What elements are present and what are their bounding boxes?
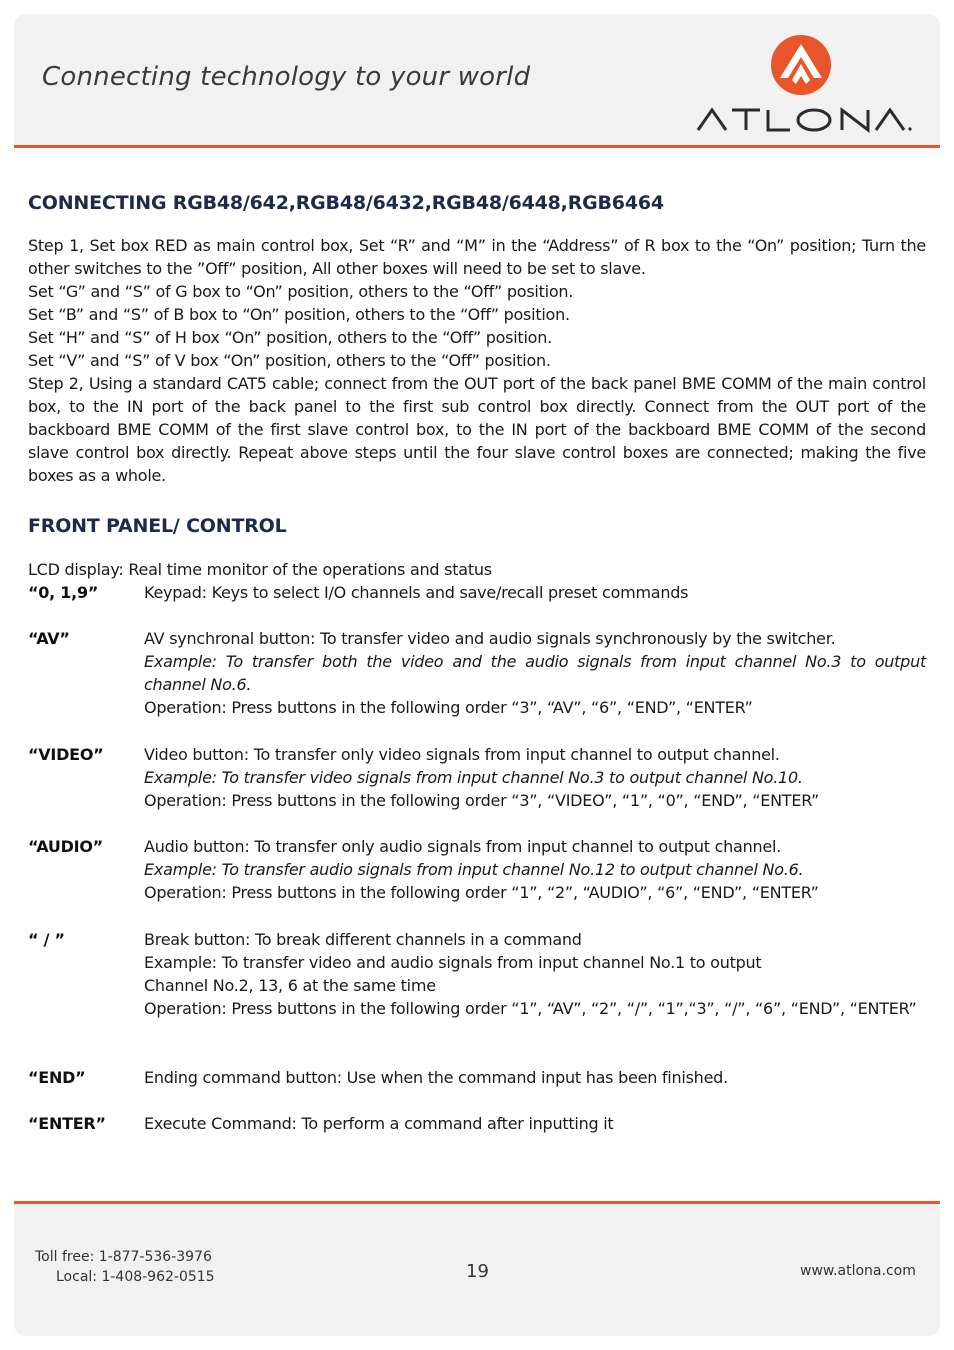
line-b-box: Set “B” and “S” of B box to “On” position, others to the “Off” position. [28,305,570,324]
control-key: “VIDEO” [28,745,104,764]
page-number: 19 [466,1261,489,1282]
description-line: Ending command button: Use when the command input has been finished. [144,1068,728,1087]
operation-line: Operation: Press buttons in the following order “1”, “2”, “AUDIO”, “6”, “END”, “ENTER” [144,883,819,902]
step2-paragraph: Step 2, Using a standard CAT5 cable; connect from the OUT port of the back panel BME COMM of the main control box, to the IN port of the back panel to the first sub control box directly. Connect from the OUT port of the backboard BME COMM of the first slave control box, to the IN port of the backboard BME COMM of the second slave control box directly. Repeat above steps until the four slave control boxes are connected; making the five boxes as a whole. [28,374,926,485]
example-line: Example: To transfer video signals from input channel No.3 to output channel No.10. [144,768,803,787]
line-v-box: Set “V” and “S” of V box “On” position, others to the “Off” position. [28,351,551,370]
operation-line: Operation: Press buttons in the following order “1”, “AV”, “2”, “/”, “1”,“3”, “/”, “6”, “END”, “ENTER” [144,999,917,1018]
svg-text:ATLONA: ATLONA [696,104,700,105]
section-title-connecting: CONNECTING RGB48/642,RGB48/6432,RGB48/6448,RGB6464 [28,192,664,214]
atlona-wordmark [696,104,916,134]
description-line: Audio button: To transfer only audio signals from input channel to output channel. [144,837,781,856]
section-title-front-panel: FRONT PANEL/ CONTROL [28,515,287,537]
example-line: Example: To transfer audio signals from input channel No.12 to output channel No.6. [144,860,804,879]
lcd-display-line [28,558,926,581]
control-key: “ENTER” [28,1114,106,1133]
operation-line: Operation: Press buttons in the following order “3”, “VIDEO”, “1”, “0”, “END”, “ENTER” [144,791,820,810]
description-line: Video button: To transfer only video signals from input channel to output channel. [144,745,780,764]
control-description [144,627,926,719]
operation-line: Operation: Press buttons in the following order “3”, “AV”, “6”, “END”, “ENTER” [144,698,753,717]
website-link[interactable]: www.atlona.com [800,1263,916,1279]
control-description [144,835,926,904]
control-key: “END” [28,1068,86,1087]
control-key: “AUDIO” [28,837,103,856]
control-description [144,581,926,604]
control-key: “ / ” [28,930,65,949]
example-line: Channel No.2, 13, 6 at the same time [144,976,436,995]
description-line: AV synchronal button: To transfer video and audio signals synchronously by the switcher. [144,629,836,648]
section-connecting-body [28,234,926,487]
control-description [144,743,926,812]
control-key: “AV” [28,629,70,648]
control-description [144,1112,926,1135]
description-line: Break button: To break different channels in a command [144,930,582,949]
example-line: Example: To transfer both the video and the audio signals from input channel No.3 to output channel No.6. [144,652,926,694]
tagline: Connecting technology to your world [42,62,531,92]
control-description [144,928,926,1020]
description-line: Keypad: Keys to select I/O channels and save/recall preset commands [144,583,689,602]
line-h-box: Set “H” and “S” of H box “On” position, others to the “Off” position. [28,328,552,347]
example-line: Example: To transfer video and audio signals from input channel No.1 to output [144,953,762,972]
control-description [144,1066,926,1089]
lcd-text: LCD display: Real time monitor of the operations and status [28,560,492,579]
atlona-logo-icon [770,34,832,96]
local-number: Local: 1-408-962-0515 [56,1269,215,1285]
description-line: Execute Command: To perform a command after inputting it [144,1114,614,1133]
step1-paragraph: Step 1, Set box RED as main control box, Set “R” and “M” in the “Address” of R box to the “On” position; Turn the other switches to the ”Off” position, All other boxes will need to be set to slave. [28,236,926,278]
line-g-box: Set “G” and “S” of G box to “On” position, others to the “Off” position. [28,282,574,301]
toll-free-number: Toll free: 1-877-536-3976 [35,1249,212,1265]
control-key: “0, 1,9” [28,583,99,602]
